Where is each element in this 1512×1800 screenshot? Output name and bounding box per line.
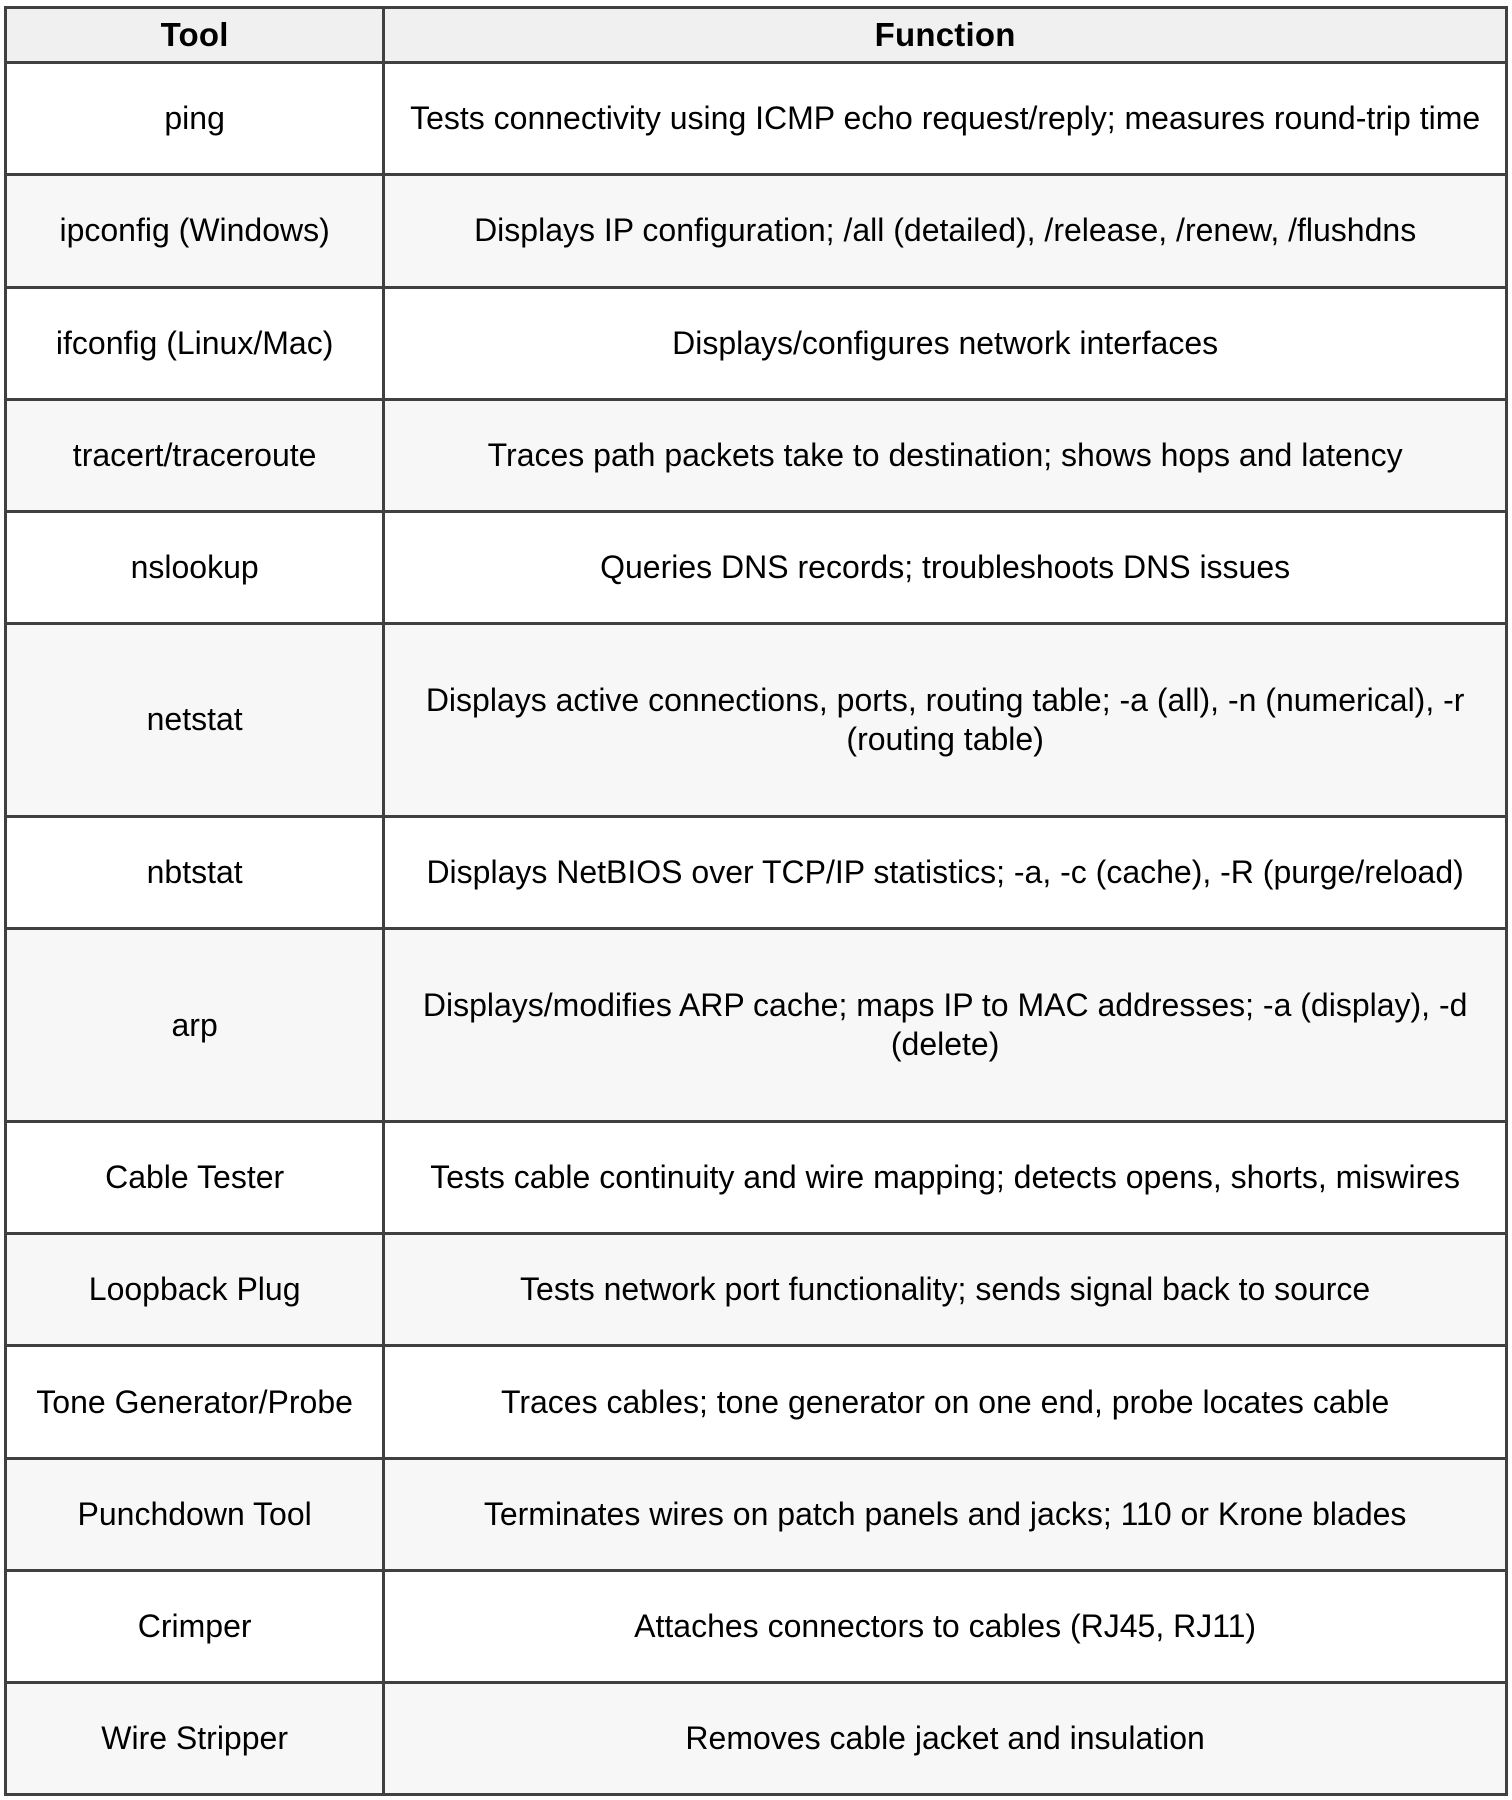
table-row [6,623,1507,816]
cell-function: Displays IP configuration; /all (detailed), /release, /renew, /flushdns [384,175,1507,287]
cell-tool: arp [6,929,384,1122]
table-row [6,816,1507,928]
cell-tool: Crimper [6,1570,384,1682]
table-row [6,63,1507,175]
table-row [6,1346,1507,1458]
cell-function: Queries DNS records; troubleshoots DNS issues [384,511,1507,623]
column-header-tool: Tool [6,8,384,63]
cell-function: Displays/configures network interfaces [384,287,1507,399]
network-tools-table [4,6,1508,1796]
cell-function: Traces path packets take to destination; shows hops and latency [384,399,1507,511]
table-body [6,63,1507,1795]
cell-tool: ifconfig (Linux/Mac) [6,287,384,399]
table-row [6,929,1507,1122]
cell-function: Displays active connections, ports, routing table; -a (all), -n (numerical), -r (routing table) [384,623,1507,816]
cell-function: Removes cable jacket and insulation [384,1682,1507,1794]
cell-tool: tracert/traceroute [6,399,384,511]
cell-tool: Tone Generator/Probe [6,1346,384,1458]
table-row [6,1122,1507,1234]
table-row [6,511,1507,623]
table-header [6,8,1507,63]
cell-tool: Wire Stripper [6,1682,384,1794]
cell-tool: Loopback Plug [6,1234,384,1346]
table-row [6,175,1507,287]
table-row [6,287,1507,399]
table-row [6,1234,1507,1346]
cell-function: Traces cables; tone generator on one end, probe locates cable [384,1346,1507,1458]
cell-tool: Punchdown Tool [6,1458,384,1570]
table-row [6,1458,1507,1570]
cell-function: Attaches connectors to cables (RJ45, RJ11) [384,1570,1507,1682]
column-header-function: Function [384,8,1507,63]
cell-tool: ipconfig (Windows) [6,175,384,287]
cell-function: Displays NetBIOS over TCP/IP statistics; -a, -c (cache), -R (purge/reload) [384,816,1507,928]
table-header-row [6,8,1507,63]
cell-function: Tests cable continuity and wire mapping; detects opens, shorts, miswires [384,1122,1507,1234]
cell-tool: nbtstat [6,816,384,928]
table-row [6,399,1507,511]
cell-tool: netstat [6,623,384,816]
cell-function: Displays/modifies ARP cache; maps IP to MAC addresses; -a (display), -d (delete) [384,929,1507,1122]
cell-function: Tests connectivity using ICMP echo request/reply; measures round-trip time [384,63,1507,175]
cell-tool: Cable Tester [6,1122,384,1234]
cell-tool: ping [6,63,384,175]
table-row [6,1570,1507,1682]
cell-function: Terminates wires on patch panels and jacks; 110 or Krone blades [384,1458,1507,1570]
cell-function: Tests network port functionality; sends signal back to source [384,1234,1507,1346]
cell-tool: nslookup [6,511,384,623]
table-row [6,1682,1507,1794]
